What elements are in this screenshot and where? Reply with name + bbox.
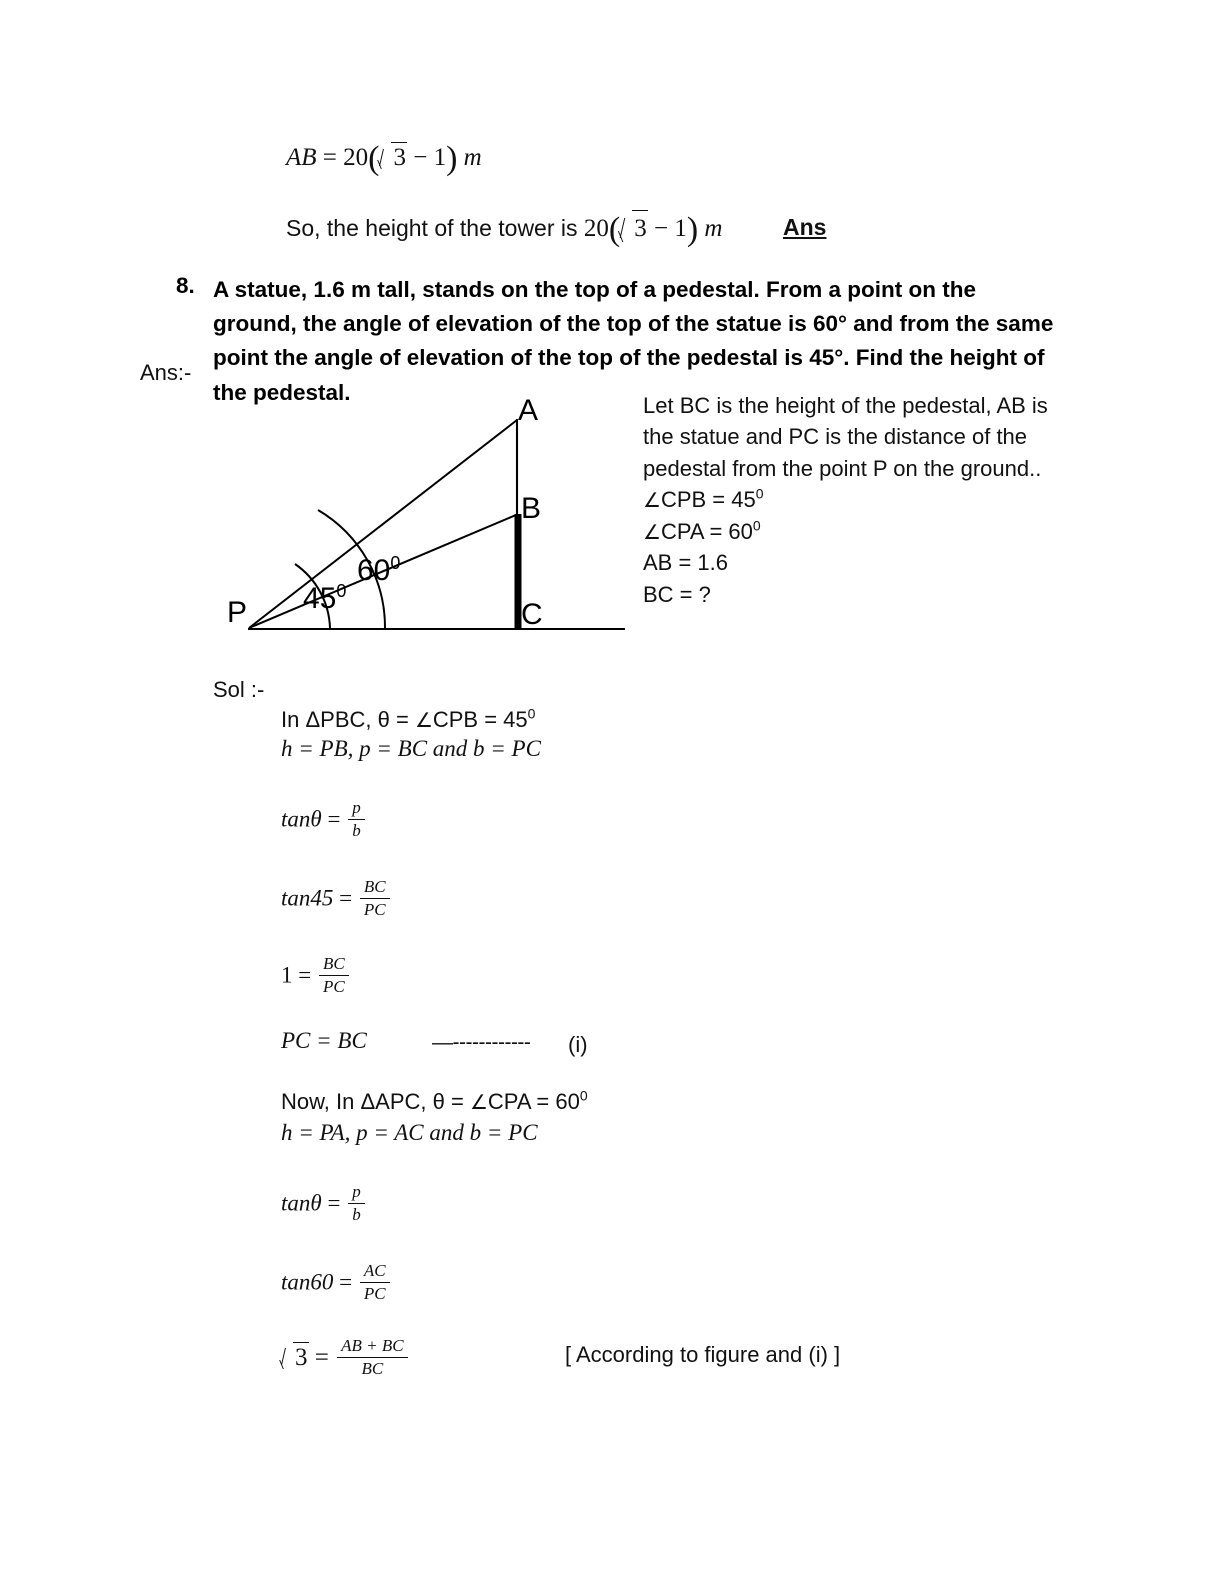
step3-suffix: CPA = 60 xyxy=(487,1089,580,1114)
figure-elevation-diagram xyxy=(222,392,642,647)
angle-symbol-step1: ∠ xyxy=(414,708,433,732)
conclusion-minus: − xyxy=(653,215,669,242)
fraction-numerator: AB + BC xyxy=(337,1336,407,1358)
conclusion-unit: m xyxy=(704,215,723,242)
fraction-numerator: p xyxy=(348,798,365,820)
label-angle-45 xyxy=(303,582,346,616)
given-line-2: the statue and PC is the distance of the xyxy=(643,424,1028,450)
figure-svg xyxy=(222,392,642,642)
conclusion-coefficient: 20 xyxy=(583,215,609,242)
fraction-p-over-b-2 xyxy=(348,1182,365,1224)
tan-theta-lhs-1: tanθ xyxy=(281,806,322,832)
solution-step-4: h = PA, p = AC and b = PC xyxy=(281,1120,538,1145)
label-point-a: A xyxy=(518,394,539,427)
equals-1: = xyxy=(327,806,341,832)
angle-60-degree: 0 xyxy=(390,553,401,573)
tan60-lhs: tan60 xyxy=(281,1269,334,1295)
eq-lhs: AB xyxy=(286,144,317,171)
angle-cpb-text: CPB = 45 xyxy=(660,487,756,513)
fraction-denominator: b xyxy=(352,1204,361,1224)
fraction-numerator: BC xyxy=(360,877,390,899)
fraction-denominator: BC xyxy=(361,1358,384,1378)
label-point-b: B xyxy=(521,492,542,525)
question-number: 8. xyxy=(176,273,195,298)
fraction-ac-over-pc xyxy=(360,1261,390,1303)
eq-unit: m xyxy=(463,144,482,171)
step1-suffix: CPB = 45 xyxy=(432,707,528,732)
label-point-p: P xyxy=(227,596,248,629)
equation-tan-theta-2 xyxy=(281,1184,367,1226)
fraction-bc-over-pc-2 xyxy=(319,954,349,996)
equation-tan45 xyxy=(281,879,392,921)
angle-45-value: 45 xyxy=(303,582,337,615)
ans-label: Ans xyxy=(783,214,827,240)
step1-prefix: In ΔPBC, θ = xyxy=(281,707,415,732)
equals-5: = xyxy=(339,1269,353,1295)
open-paren-2: ( xyxy=(608,211,621,248)
tan-theta-lhs-2: tanθ xyxy=(281,1190,322,1216)
fraction-denominator: PC xyxy=(363,1283,386,1303)
reference-dash-line: —------------ xyxy=(432,1031,531,1054)
fraction-numerator: p xyxy=(348,1182,365,1204)
equals-6: = xyxy=(314,1343,329,1371)
eq-equals: = xyxy=(322,144,337,171)
radicand-3: 3 xyxy=(295,1343,308,1371)
step3-degree: 0 xyxy=(579,1087,588,1104)
angle-cpa-degree: 0 xyxy=(752,517,761,534)
conclusion-line xyxy=(286,210,723,248)
given-bc: BC = ? xyxy=(643,581,711,607)
answer-marker: Ans:- xyxy=(140,360,192,385)
eq-one: 1 xyxy=(433,144,447,171)
equation-one-equals xyxy=(281,956,351,998)
radical-sqrt-3 xyxy=(281,1342,309,1372)
radical-sqrt xyxy=(379,142,407,172)
equation-pc-equals-bc: PC = BC xyxy=(281,1028,367,1053)
given-line-1: Let BC is the height of the pedestal, AB is xyxy=(643,393,1048,418)
conclusion-text: So, the height of the tower is xyxy=(286,215,578,241)
equation-root3 xyxy=(281,1338,410,1380)
label-point-c: C xyxy=(521,598,543,631)
note-according-to-figure: [ According to figure and (i) ] xyxy=(565,1342,841,1367)
angle-45-degree: 0 xyxy=(336,581,347,601)
radicand-2: 3 xyxy=(632,210,648,245)
question-text: A statue, 1.6 m tall, stands on the top of a pedestal. From a point on the ground, the angle of elevation of the top of the statue is 60° and from the same point the angle of elevation of the top of the pedestal is 45°. Find the height of the pedestal. xyxy=(213,277,1054,405)
open-paren: ( xyxy=(368,140,380,177)
given-angle-cpa xyxy=(643,516,1063,547)
step3-prefix: Now, In ΔAPC, θ = xyxy=(281,1089,470,1114)
fraction-denominator: b xyxy=(352,820,361,840)
tan45-lhs: tan45 xyxy=(281,885,334,911)
fraction-numerator: AC xyxy=(360,1261,390,1283)
fraction-p-over-b-1 xyxy=(348,798,365,840)
fraction-denominator: PC xyxy=(363,899,386,919)
close-paren: ) xyxy=(446,140,458,177)
radicand: 3 xyxy=(393,144,406,171)
label-angle-60 xyxy=(357,554,400,588)
solution-label: Sol :- xyxy=(213,677,265,702)
given-ab: AB = 1.6 xyxy=(643,550,729,576)
solution-step-1 xyxy=(281,705,535,734)
equation-tan60 xyxy=(281,1263,392,1305)
sight-line-pa xyxy=(249,420,517,628)
angle-cpb-degree: 0 xyxy=(755,486,764,503)
eq-minus: − xyxy=(413,144,428,171)
fraction-denominator: PC xyxy=(322,976,345,996)
one-lhs: 1 xyxy=(281,962,293,988)
fraction-bc-over-pc-1 xyxy=(360,877,390,919)
close-paren-2: ) xyxy=(686,211,699,248)
radical-sqrt-2 xyxy=(620,210,648,245)
equation-tan-theta-1 xyxy=(281,800,367,842)
conclusion-one: 1 xyxy=(674,215,687,242)
step1-degree: 0 xyxy=(527,705,536,722)
angle-symbol-step3: ∠ xyxy=(469,1090,488,1114)
equals-2: = xyxy=(339,885,353,911)
solution-step-3 xyxy=(281,1087,588,1116)
solution-step-2: h = PB, p = BC and b = PC xyxy=(281,736,541,761)
angle-60-value: 60 xyxy=(357,554,391,587)
equation-ab-value xyxy=(286,140,482,177)
eq-coefficient: 20 xyxy=(343,144,369,171)
equals-3: = xyxy=(298,962,312,988)
given-line-3: pedestal from the point P on the ground.. xyxy=(643,455,1042,481)
angle-symbol-cpb: ∠ xyxy=(643,488,661,513)
fraction-numerator: BC xyxy=(319,954,349,976)
equals-4: = xyxy=(327,1190,341,1216)
reference-label-i: (i) xyxy=(568,1032,588,1057)
angle-symbol-cpa: ∠ xyxy=(643,519,661,544)
fraction-abplusbc-over-bc xyxy=(337,1336,407,1378)
given-angle-cpb xyxy=(643,484,1063,515)
angle-cpa-text: CPA = 60 xyxy=(660,518,753,544)
given-block xyxy=(643,390,1063,610)
